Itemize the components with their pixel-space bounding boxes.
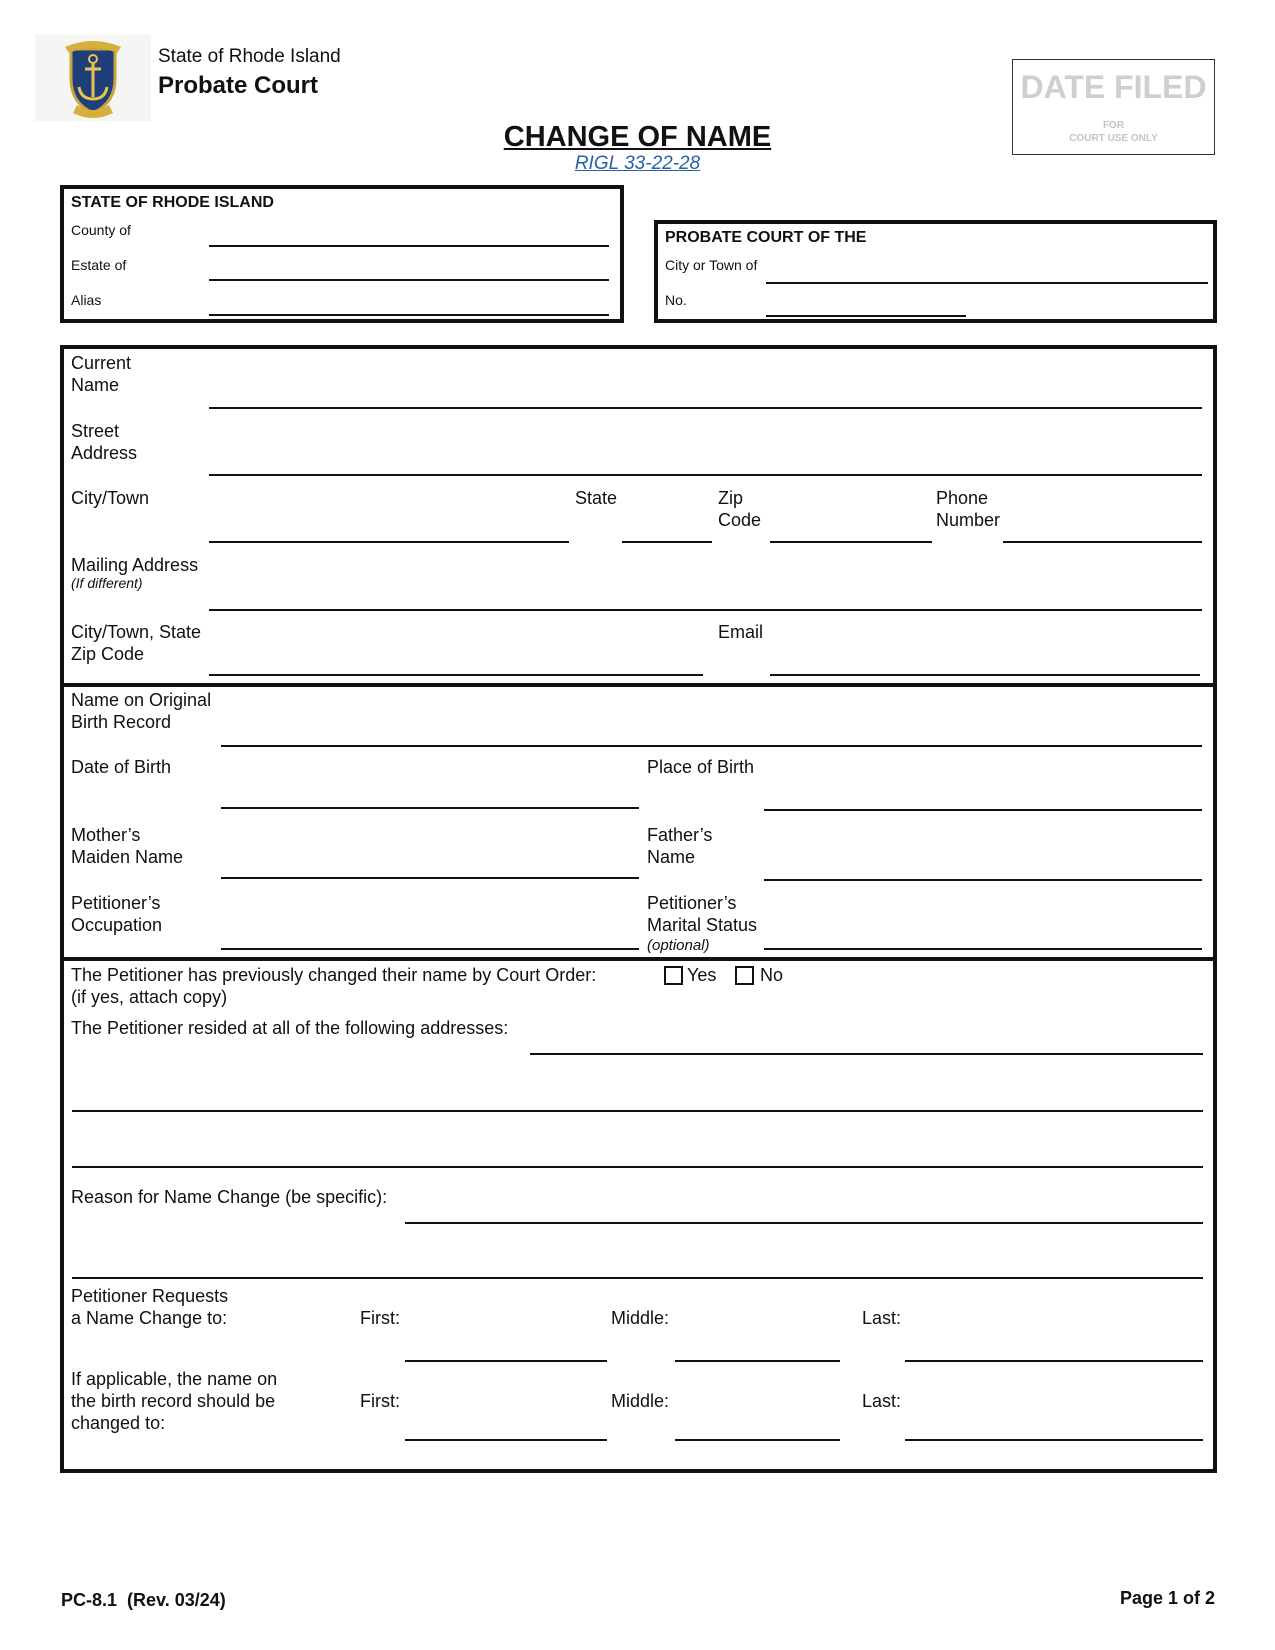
phone-number-label: Phone Number	[936, 488, 1001, 530]
marital-status-label: Petitioner’s Marital Status	[647, 893, 758, 935]
mailing-address-note: (If different)	[71, 575, 143, 591]
birth-record-last-label: Last:	[862, 1391, 902, 1411]
court-name: Probate Court	[158, 72, 319, 99]
original-name-label: Name on Original Birth Record	[71, 690, 212, 732]
reason-label: Reason for Name Change (be specific):	[71, 1187, 388, 1207]
section-divider-2	[60, 957, 1217, 961]
alias-label: Alias	[71, 292, 102, 308]
city-town-label: City/Town	[71, 488, 150, 508]
city-state-zip-field[interactable]	[209, 674, 703, 676]
alias-underline	[209, 314, 609, 316]
requested-first-field[interactable]	[405, 1360, 607, 1362]
address-line-1[interactable]	[530, 1053, 1203, 1055]
date-of-birth-field[interactable]	[221, 807, 639, 809]
marital-status-field[interactable]	[764, 948, 1202, 950]
mother-maiden-name-label: Mother’s Maiden Name	[71, 825, 184, 867]
requested-middle-field[interactable]	[675, 1360, 840, 1362]
statute-link[interactable]: RIGL 33-22-28	[574, 153, 701, 174]
requested-last-field[interactable]	[905, 1360, 1203, 1362]
county-label: County of	[71, 222, 131, 238]
mother-maiden-name-field[interactable]	[221, 877, 639, 879]
birth-record-change-label: If applicable, the name on the birth record should be changed to:	[71, 1369, 278, 1433]
city-town-of-field[interactable]	[766, 260, 1208, 280]
no-label: No	[760, 965, 784, 985]
place-of-birth-field[interactable]	[764, 809, 1202, 811]
section-divider-1	[60, 683, 1217, 687]
city-town-of-label: City or Town of	[665, 257, 758, 273]
prev-change-label: The Petitioner has previously changed their name by Court Order:	[71, 965, 597, 985]
birth-record-middle-field[interactable]	[675, 1439, 840, 1441]
current-name-field[interactable]	[209, 407, 1202, 409]
county-field[interactable]	[209, 224, 609, 244]
occupation-field[interactable]	[221, 948, 639, 950]
case-number-underline	[766, 315, 966, 317]
birth-record-last-field[interactable]	[905, 1439, 1203, 1441]
requested-middle-label: Middle:	[611, 1308, 670, 1328]
occupation-label: Petitioner’s Occupation	[71, 893, 163, 935]
estate-field[interactable]	[209, 258, 609, 278]
birth-record-first-label: First:	[360, 1391, 400, 1411]
form-id: PC-8.1 (Rev. 03/24)	[61, 1590, 226, 1610]
email-label: Email	[718, 622, 764, 642]
street-address-label: Street Address	[71, 421, 138, 463]
city-town-of-underline	[766, 282, 1208, 284]
requested-name-label: Petitioner Requests a Name Change to:	[71, 1286, 229, 1328]
birth-record-first-field[interactable]	[405, 1439, 607, 1441]
city-town-field[interactable]	[209, 541, 569, 543]
current-name-label: Current Name	[71, 353, 132, 395]
form-title: CHANGE OF NAME	[503, 121, 772, 153]
county-underline	[209, 245, 609, 247]
street-address-field[interactable]	[209, 474, 1202, 476]
original-name-field[interactable]	[221, 745, 1202, 747]
father-name-field[interactable]	[764, 879, 1202, 881]
phone-number-field[interactable]	[1003, 541, 1202, 543]
state-label: State	[575, 488, 618, 508]
date-filed-box	[1012, 59, 1215, 155]
zip-code-field[interactable]	[770, 541, 932, 543]
yes-label: Yes	[687, 965, 717, 985]
page-number: Page 1 of 2	[1119, 1588, 1215, 1608]
address-line-3[interactable]	[72, 1166, 1203, 1168]
court-use-line2: COURT USE ONLY	[1069, 133, 1158, 144]
main-form-box	[60, 345, 1217, 1473]
date-filed-label: DATE FILED	[1020, 69, 1207, 105]
seal-icon	[35, 35, 151, 121]
no-checkbox[interactable]	[735, 966, 754, 985]
state-name: State of Rhode Island	[158, 46, 341, 67]
court-use-line1: FOR	[1102, 120, 1125, 131]
marital-status-note: (optional)	[647, 937, 710, 954]
requested-first-label: First:	[360, 1308, 400, 1328]
statute-link-wrap	[0, 153, 1275, 175]
mailing-address-label: Mailing Address	[71, 555, 199, 575]
father-name-label: Father’s Name	[647, 825, 713, 867]
address-line-2[interactable]	[72, 1110, 1203, 1112]
seal-logo	[35, 35, 151, 121]
alias-field[interactable]	[209, 293, 609, 313]
yes-checkbox[interactable]	[664, 966, 683, 985]
court-box-heading: PROBATE COURT OF THE	[665, 229, 867, 246]
state-field[interactable]	[622, 541, 712, 543]
estate-underline	[209, 279, 609, 281]
email-field[interactable]	[770, 674, 1200, 676]
birth-record-middle-label: Middle:	[611, 1391, 670, 1411]
estate-box-heading: STATE OF RHODE ISLAND	[71, 194, 274, 211]
mailing-address-field[interactable]	[209, 609, 1202, 611]
prev-change-note: (if yes, attach copy)	[71, 987, 228, 1007]
zip-code-label: Zip Code	[718, 488, 762, 530]
reason-line-1[interactable]	[405, 1222, 1203, 1224]
requested-last-label: Last:	[862, 1308, 902, 1328]
estate-label: Estate of	[71, 257, 127, 273]
place-of-birth-label: Place of Birth	[647, 757, 755, 777]
addresses-label: The Petitioner resided at all of the following addresses:	[71, 1018, 509, 1038]
reason-line-2[interactable]	[72, 1277, 1203, 1279]
date-of-birth-label: Date of Birth	[71, 757, 172, 777]
case-number-field[interactable]	[766, 293, 966, 313]
case-number-label: No.	[665, 292, 687, 308]
city-state-zip-label: City/Town, State Zip Code	[71, 622, 202, 664]
